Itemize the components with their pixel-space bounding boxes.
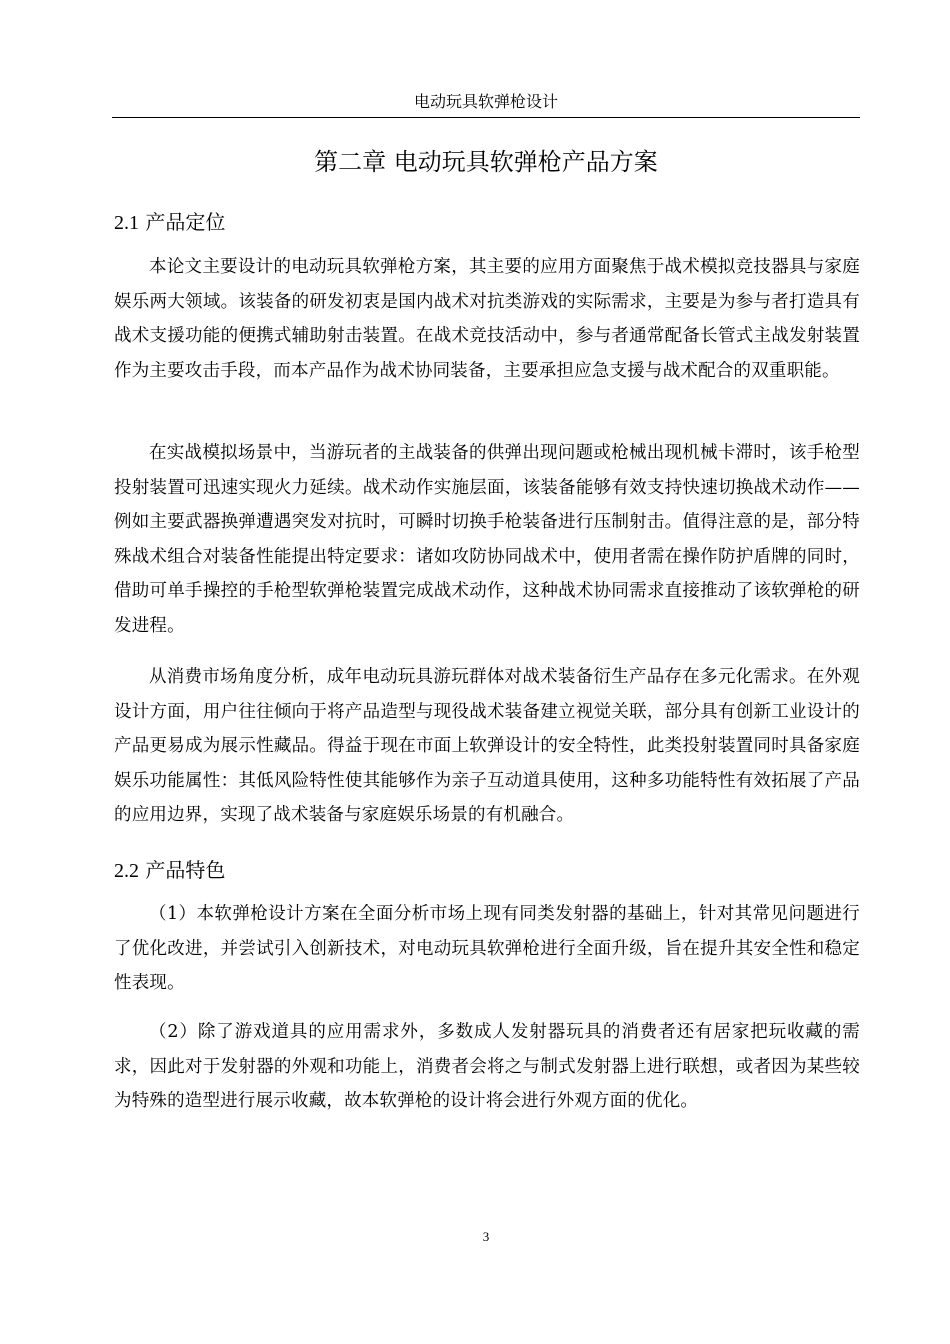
- section-number: 2.2: [114, 860, 139, 882]
- section-number: 2.1: [114, 212, 139, 234]
- paragraph-positioning-1: 本论文主要设计的电动玩具软弹枪方案，其主要的应用方面聚焦于战术模拟竞技器具与家庭娱乐两大领域。该装备的研发初衷是国内战术对抗类游戏的实际需求，主要是为参与者打造具有战术支援功能的便携式辅助射击装置。在战术竞技活动中，参与者通常配备长管式主战发射装置作为主要攻击手段，而本产品作为战术协同装备，主要承担应急支援与战术配合的双重职能。: [114, 257, 860, 381]
- section-heading-2-1: [114, 208, 225, 237]
- page-number: 3: [482, 1229, 490, 1244]
- header-rule: [112, 117, 860, 118]
- paragraph-feature-2: （2）除了游戏道具的应用需求外，多数成人发射器玩具的消费者还有居家把玩收藏的需求，因此对于发射器的外观和功能上，消费者会将之与制式发射器上进行联想，或者因为某些较为特殊的造型进行展示收藏，故本软弹枪的设计将会进行外观方面的优化。: [114, 1022, 860, 1111]
- paragraph-positioning-2: 在实战模拟场景中，当游玩者的主战装备的供弹出现问题或枪械出现机械卡滞时，该手枪型投射装置可迅速实现火力延续。战术动作实施层面，该装备能够有效支持快速切换战术动作——例如主要武器换弹遭遇突发对抗时，可瞬时切换手枪装备进行压制射击。值得注意的是，部分特殊战术组合对装备性能提出特定要求：诸如攻防协同战术中，使用者需在操作防护盾牌的同时，借助可单手操控的手枪型软弹枪装置完成战术动作，这种战术协同需求直接推动了该软弹枪的研发进程。: [114, 443, 860, 636]
- section-title: 产品特色: [145, 858, 226, 882]
- paragraph-positioning-3: 从消费市场角度分析，成年电动玩具游玩群体对战术装备衍生产品存在多元化需求。在外观设计方面，用户往往倾向于将产品造型与现役战术装备建立视觉关联，部分具有创新工业设计的产品更易成为展示性藏品。得益于现在市面上软弹设计的安全特性，此类投射装置同时具备家庭娱乐功能属性：其低风险特性使其能够作为亲子互动道具使用，这种多功能特性有效拓展了产品的应用边界，实现了战术装备与家庭娱乐场景的有机融合。: [114, 667, 860, 825]
- paragraph-feature-1: （1）本软弹枪设计方案在全面分析市场上现有同类发射器的基础上，针对其常见问题进行了优化改进，并尝试引入创新技术，对电动玩具软弹枪进行全面升级，旨在提升其安全性和稳定性表现。: [114, 904, 860, 993]
- running-header: 电动玩具软弹枪设计: [413, 92, 558, 111]
- section-title: 产品定位: [145, 210, 226, 234]
- chapter-title: 第二章 电动玩具软弹枪产品方案: [314, 148, 658, 176]
- section-heading-2-2: [114, 856, 225, 885]
